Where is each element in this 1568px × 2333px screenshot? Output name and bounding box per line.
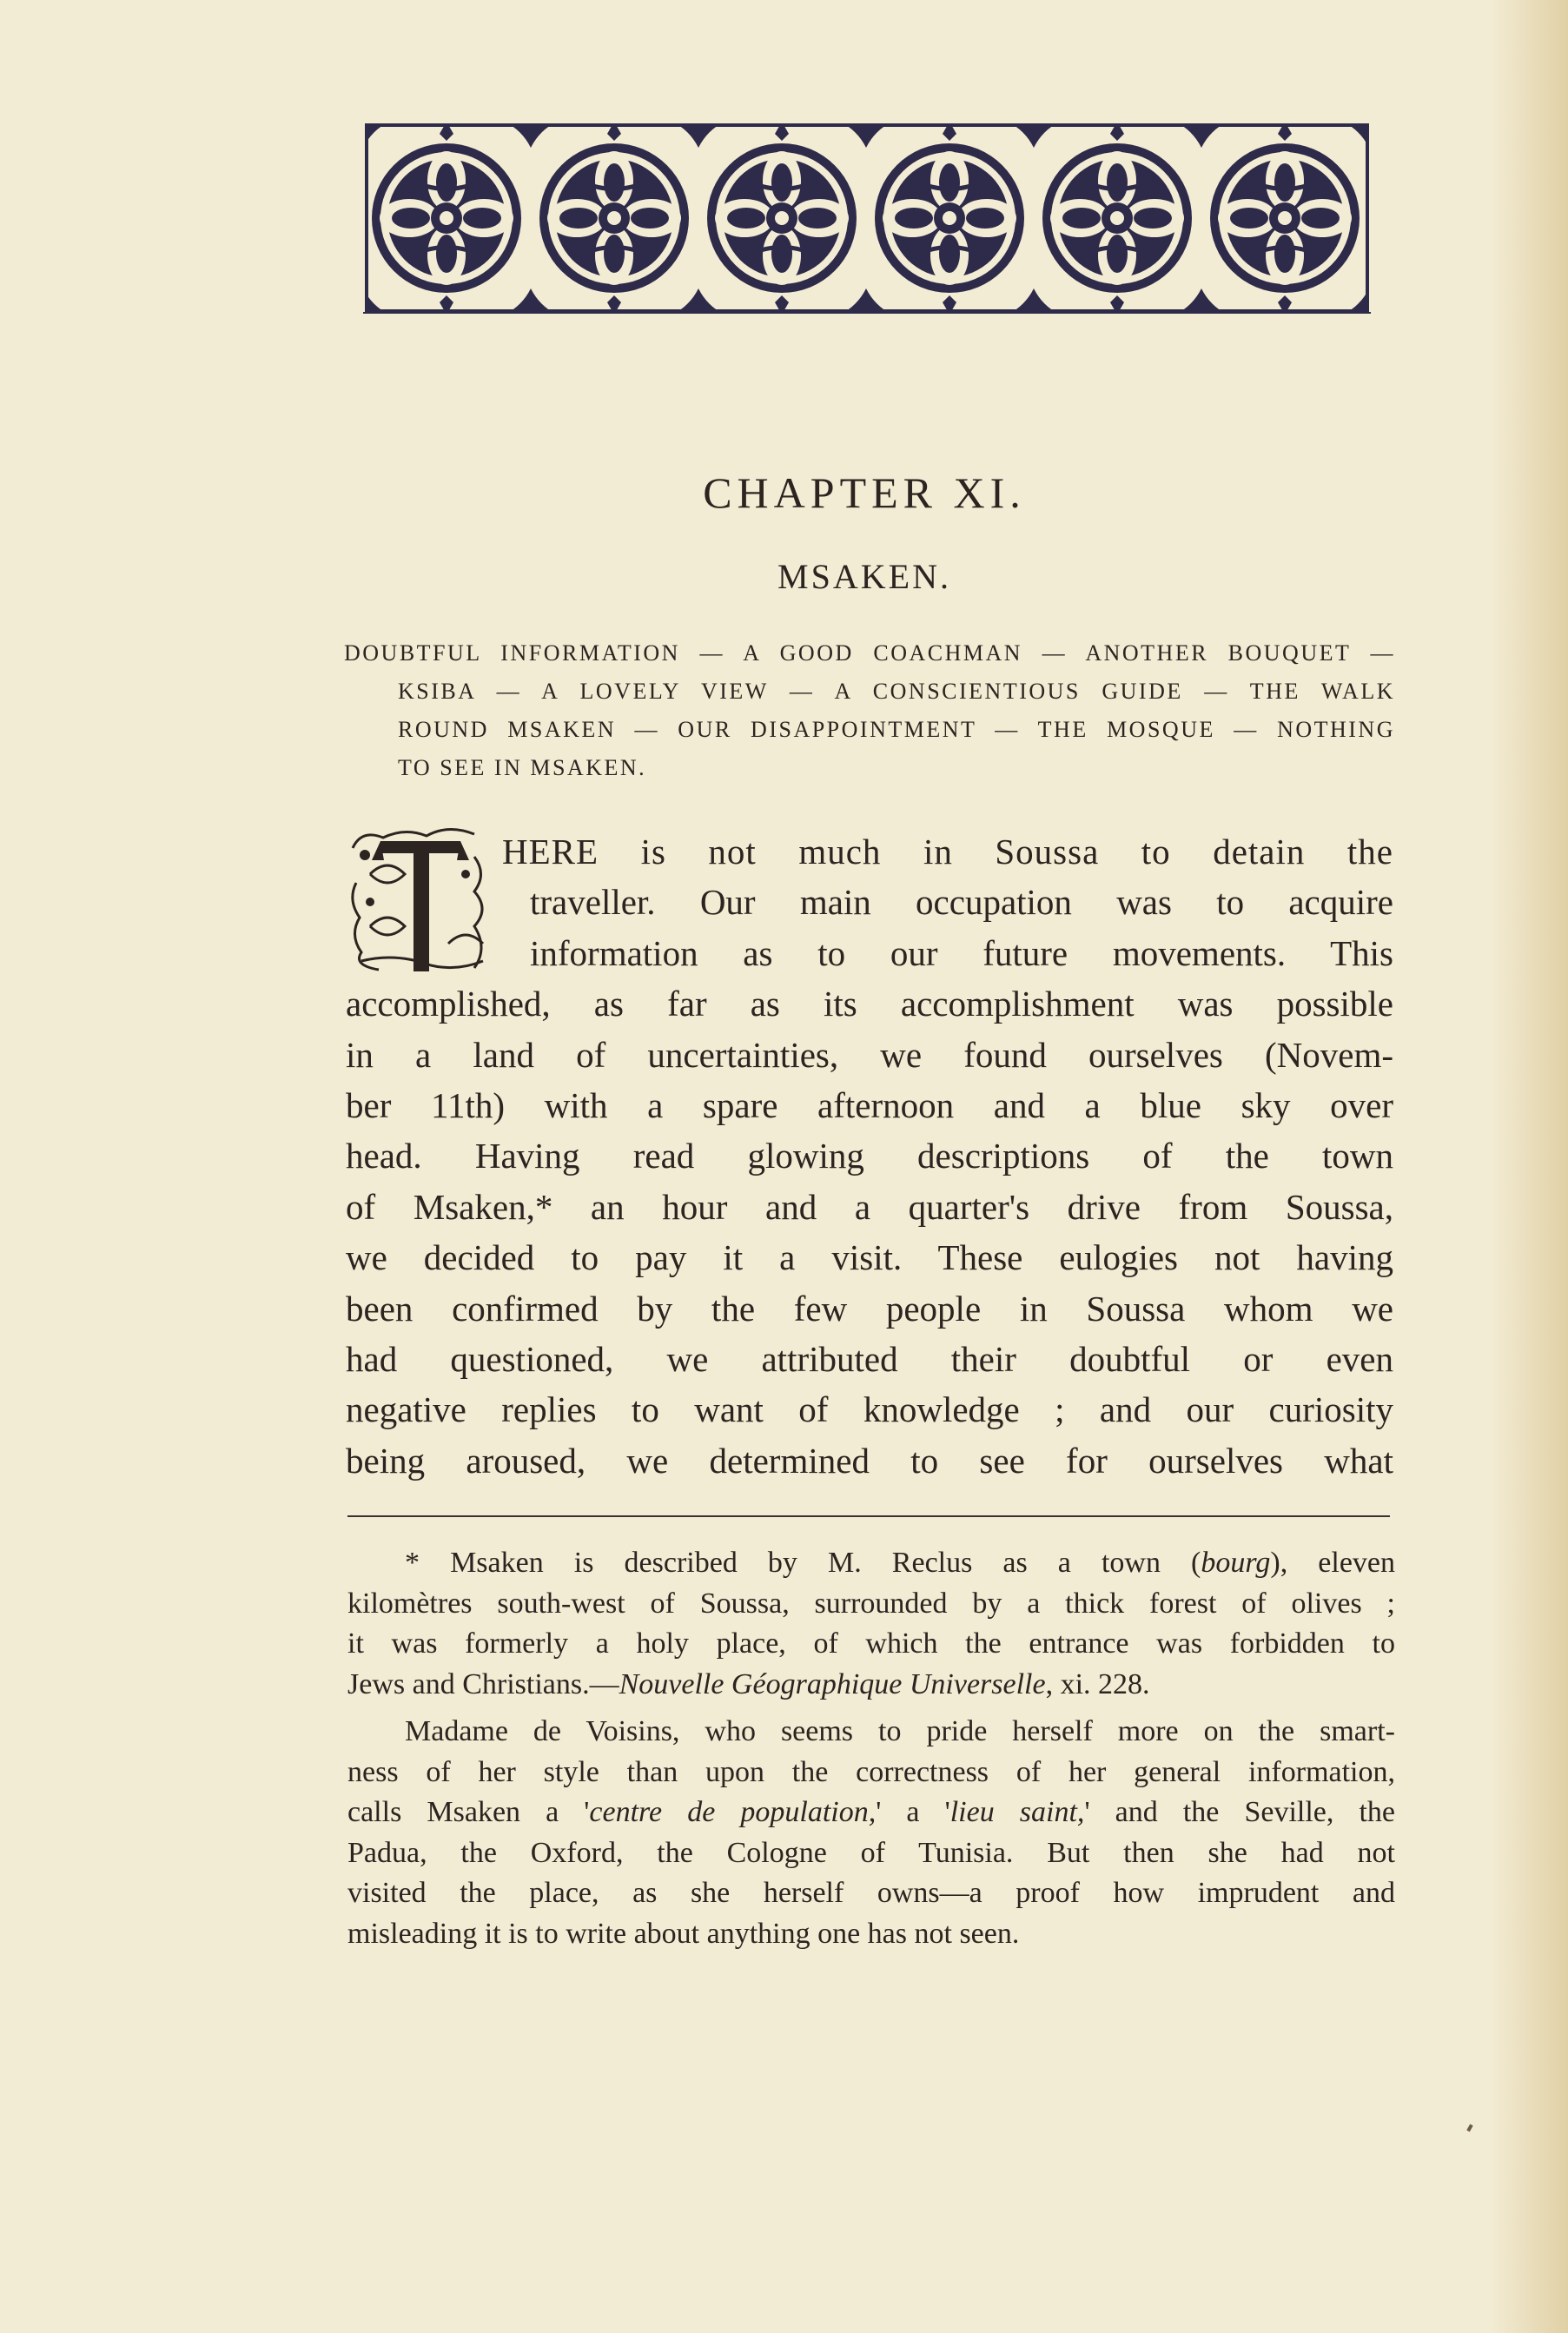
body-line: had questioned, we attributed their doubtful or even xyxy=(346,1339,1393,1380)
body-line: been confirmed by the few people in Soussa whom we xyxy=(346,1288,1393,1329)
synopsis-line: DOUBTFUL INFORMATION — A GOOD COACHMAN — ANOTHER BOUQUET — xyxy=(344,640,1395,666)
body-line: HERE is not much in Soussa to detain the xyxy=(502,832,1393,872)
footnote-divider xyxy=(347,1515,1390,1517)
footnote-line: misleading it is to write about anything one has not seen. xyxy=(347,1917,1020,1950)
chapter-subtitle: MSAKEN. xyxy=(777,557,951,596)
footnote-1 xyxy=(347,1543,1395,1705)
drop-cap-letter: T xyxy=(418,954,425,964)
footnote-line: it was formerly a holy place, of which the entrance was forbidden to xyxy=(347,1627,1395,1660)
body-paragraph xyxy=(346,826,1393,1486)
footnote-text: ' and the Seville, the xyxy=(1084,1796,1395,1828)
footnote-line: Madame de Voisins, who seems to pride herself more on the smart- xyxy=(405,1715,1395,1747)
synopsis-line: TO SEE IN MSAKEN. xyxy=(398,755,647,780)
body-line: ber 11th) with a spare afternoon and a blue sky over xyxy=(346,1085,1393,1126)
body-line: traveller. Our main occupation was to acquire xyxy=(530,882,1393,923)
footnote-italic: Nouvelle Géographique Universelle xyxy=(619,1667,1046,1700)
footnote-text: , xi. 228. xyxy=(1045,1667,1150,1700)
footnote-line xyxy=(347,1543,1395,1584)
footnote-italic: lieu saint, xyxy=(949,1796,1085,1828)
body-line: head. Having read glowing descriptions of the town xyxy=(346,1136,1393,1176)
footnote-text: * Msaken is described by M. Reclus as a town ( xyxy=(405,1547,1201,1579)
synopsis-line: ROUND MSAKEN — OUR DISAPPOINTMENT — THE MOSQUE — NOTHING xyxy=(398,717,1395,742)
page-edge-shadow xyxy=(1490,0,1568,2333)
footnote-line xyxy=(347,1793,1395,1833)
body-line: accomplished, as far as its accomplishment was possible xyxy=(346,984,1393,1024)
footnotes xyxy=(347,1543,1395,1954)
footnote-text: Jews and Christians.— xyxy=(347,1667,619,1700)
synopsis-line: KSIBA — A LOVELY VIEW — A CONSCIENTIOUS GUIDE — THE WALK xyxy=(398,679,1395,704)
body-line: in a land of uncertainties, we found ourselves (Novem- xyxy=(346,1034,1393,1075)
paper-speck xyxy=(1466,2124,1472,2132)
footnote-text: ' a ' xyxy=(876,1796,950,1828)
body-line: information as to our future movements. This xyxy=(530,932,1393,973)
footnote-italic: bourg xyxy=(1201,1547,1271,1579)
body-line: being aroused, we determined to see for ourselves what xyxy=(346,1440,1393,1481)
footnote-text: calls Msaken a ' xyxy=(347,1796,590,1828)
chapter-title: CHAPTER XI. xyxy=(703,468,1026,517)
footnote-line xyxy=(347,1665,1395,1706)
footnote-2 xyxy=(347,1712,1395,1954)
header-ornament xyxy=(363,122,1371,315)
footnote-text: ), eleven xyxy=(1270,1547,1395,1579)
footnote-line: Padua, the Oxford, the Cologne of Tunisia. But then she had not xyxy=(347,1836,1395,1869)
body-line: negative replies to want of knowledge ; and our curiosity xyxy=(346,1389,1393,1430)
footnote-line: kilomètres south-west of Soussa, surrounded by a thick forest of olives ; xyxy=(347,1587,1395,1620)
footnote-line: visited the place, as she herself owns—a proof how imprudent and xyxy=(347,1877,1395,1909)
body-line: we decided to pay it a visit. These eulogies not having xyxy=(346,1237,1393,1278)
chapter-synopsis xyxy=(344,634,1395,787)
footnote-italic: centre de population, xyxy=(589,1796,877,1828)
ornament-band xyxy=(363,122,1371,315)
footnote-line: ness of her style than upon the correctness of her general information, xyxy=(347,1755,1395,1788)
body-line: of Msaken,* an hour and a quarter's drive from Soussa, xyxy=(346,1186,1393,1227)
